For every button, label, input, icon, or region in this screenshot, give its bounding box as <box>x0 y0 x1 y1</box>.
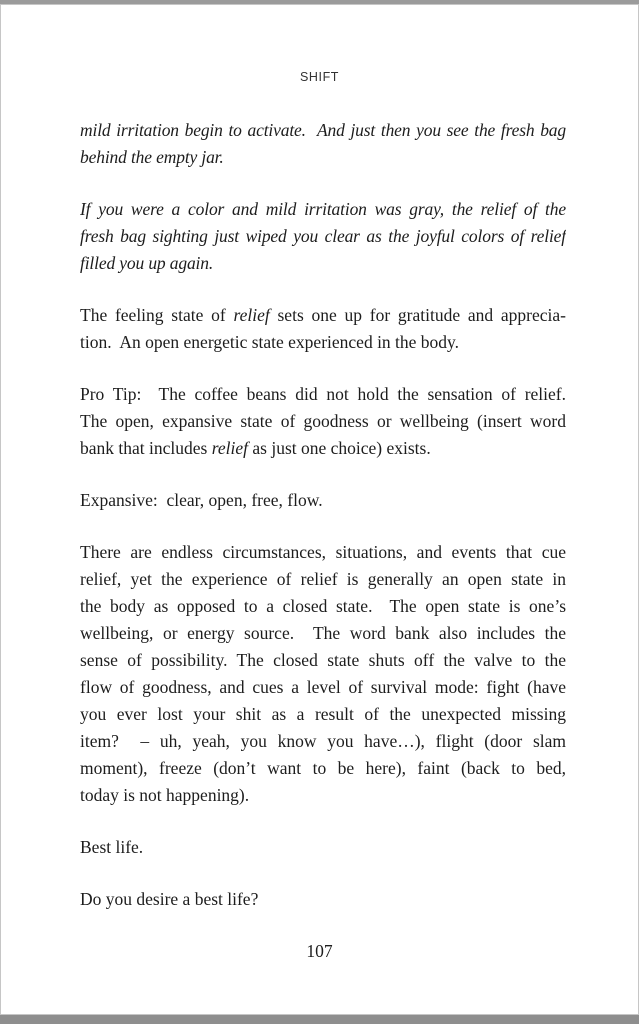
text-segment: bank that includes <box>80 438 212 458</box>
text-line <box>80 144 566 171</box>
text-line <box>80 620 566 647</box>
text-line <box>80 487 566 514</box>
reader-frame-bottom-bar <box>0 1015 639 1024</box>
text-line <box>80 834 566 861</box>
paragraph-pro-tip <box>80 381 566 462</box>
text-line <box>80 408 566 435</box>
text-line <box>80 701 566 728</box>
text-line <box>80 381 566 408</box>
text-segment: moment), freeze (don’t want to be here), faint (back to bed, <box>80 758 566 778</box>
text-line <box>80 223 566 250</box>
text-line <box>80 647 566 674</box>
page-body <box>1 117 566 913</box>
text-line <box>80 117 566 144</box>
text-line <box>80 593 566 620</box>
text-line <box>80 329 566 356</box>
text-line <box>80 435 566 462</box>
emphasized-text: relief <box>233 305 270 325</box>
text-segment: relief, yet the experience of relief is generally an open state in <box>80 569 566 589</box>
text-segment: Do you desire a best life? <box>80 889 259 909</box>
text-segment: item? – uh, yeah, you know you have…), flight (door slam <box>80 731 566 751</box>
text-segment: sense of possibility. The closed state shuts off the valve to the <box>80 650 566 670</box>
text-line <box>80 674 566 701</box>
text-segment: Pro Tip: The coffee beans did not hold the sensation of relief. <box>80 384 566 404</box>
text-segment: tion. An open energetic state experienced in the body. <box>80 332 460 352</box>
text-segment: If you were a color and mild irritation was gray, the relief of the <box>80 199 566 219</box>
paragraph-continuation-italic <box>80 117 566 171</box>
text-segment: The feeling state of <box>80 305 234 325</box>
text-segment: the body as opposed to a closed state. The open state is one’s <box>80 596 566 616</box>
paragraph-desire-question <box>80 886 566 913</box>
text-segment: today is not happening). <box>80 785 250 805</box>
text-segment: There are endless circumstances, situations, and events that cue <box>80 542 566 562</box>
text-line <box>80 250 566 277</box>
text-line <box>80 755 566 782</box>
text-line <box>80 782 566 809</box>
text-segment: flow of goodness, and cues a level of survival mode: fight (have <box>80 677 566 697</box>
text-segment: The open, expansive state of goodness or wellbeing (insert word <box>80 411 566 431</box>
text-line <box>80 302 566 329</box>
text-segment: you ever lost your shit as a result of the unexpected missing <box>80 704 566 724</box>
text-segment: behind the empty jar. <box>80 147 224 167</box>
text-segment: filled you up again. <box>80 253 214 273</box>
text-segment: fresh bag sighting just wiped you clear as the joyful colors of relief <box>80 226 566 246</box>
emphasized-text: relief <box>211 438 248 458</box>
running-header: SHIFT <box>299 70 340 84</box>
text-segment: sets one up for gratitude and apprecia- <box>269 305 566 325</box>
text-line <box>80 566 566 593</box>
paragraph-feeling-state <box>80 302 566 356</box>
paragraph-endless-circumstances <box>80 539 566 809</box>
text-segment: Expansive: clear, open, free, flow. <box>80 490 323 510</box>
page-number: 107 <box>306 941 333 961</box>
text-line <box>80 196 566 223</box>
text-segment: as just one choice) exists. <box>248 438 431 458</box>
paragraph-color-metaphor-italic <box>80 196 566 277</box>
text-line <box>80 728 566 755</box>
paragraph-best-life <box>80 834 566 861</box>
text-segment: mild irritation begin to activate. And just then you see the fresh bag <box>80 120 566 140</box>
text-segment: Best life. <box>80 837 144 857</box>
text-line <box>80 539 566 566</box>
book-page <box>0 4 639 1015</box>
text-line <box>80 886 566 913</box>
text-segment: wellbeing, or energy source. The word bank also includes the <box>80 623 566 643</box>
paragraph-expansive <box>80 487 566 514</box>
